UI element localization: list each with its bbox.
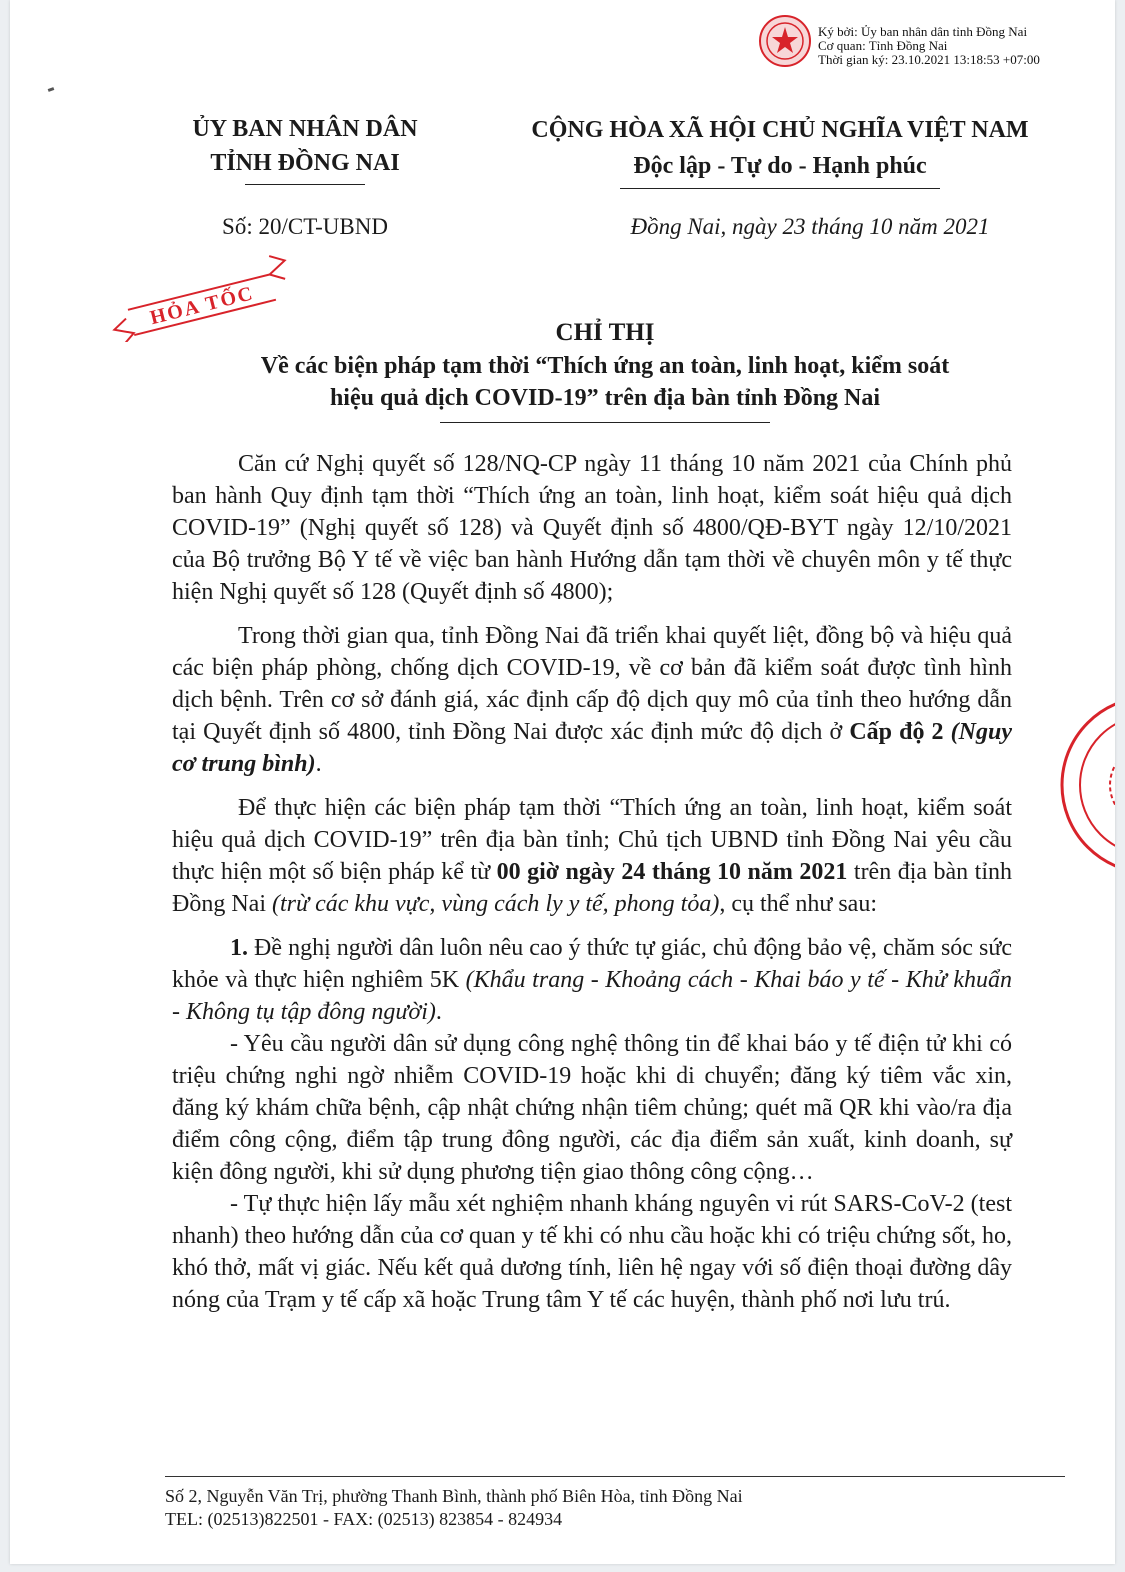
scan-speck — [48, 87, 55, 92]
directive-heading: CHỈ THỊ — [555, 319, 655, 346]
signature-time: Thời gian ký: 23.10.2021 13:18:53 +07:00 — [818, 52, 1040, 67]
issuer-line-1: ỦY BAN NHÂN DÂN — [192, 116, 418, 142]
motto-underline — [620, 188, 940, 189]
national-header — [490, 112, 1070, 189]
item-1-period: . — [435, 999, 442, 1025]
issuer-underline — [245, 184, 365, 185]
request-effective-time: 00 giờ ngày 24 tháng 10 năm 2021 — [496, 859, 848, 885]
paragraph-request — [172, 792, 1012, 920]
request-exclusion: (trừ các khu vực, vùng cách ly y tế, phong tỏa) — [271, 891, 720, 917]
directive-title — [110, 316, 1100, 423]
digital-signature-info — [818, 25, 1040, 67]
request-tail: , cụ thể như sau: — [719, 891, 877, 917]
national-title: CỘNG HÒA XÃ HỘI CHỦ NGHĨA VIỆT NAM — [531, 117, 1029, 143]
footer-address: Số 2, Nguyễn Văn Trị, phường Thanh Bình, thành phố Biên Hòa, tỉnh Đồng Nai — [165, 1486, 743, 1506]
national-emblem-icon — [758, 14, 812, 68]
national-motto: Độc lập - Tự do - Hạnh phúc — [633, 153, 927, 179]
document-page — [10, 0, 1115, 1564]
request-text: Để thực hiện các biện pháp tạm thời “Thích ứng an toàn, linh hoạt, kiểm soát hiệu quả dịch COVID-19” trên địa bàn tỉnh; Chủ tịch UBND tỉnh Đồng Nai yêu cầu thực hiện một số biện pháp kể từ — [172, 795, 1012, 885]
situation-text: Trong thời gian qua, tỉnh Đồng Nai đã triển khai quyết liệt, đồng bộ và hiệu quả các biện pháp phòng, chống dịch COVID-19, về cơ bản đã kiểm soát được tình hình dịch bệnh. Trên cơ sở đánh giá, xác định cấp độ dịch quy mô của tỉnh theo hướng dẫn tại Quyết định số 4800, tỉnh Đồng Nai được xác định mức độ dịch ở — [172, 623, 1012, 745]
urgent-stamp-text: HỎA TỐC — [147, 282, 257, 330]
paragraph-situation — [172, 620, 1012, 780]
directive-subtitle-2: hiệu quả dịch COVID-19” trên địa bàn tỉnh Đồng Nai — [329, 385, 881, 411]
footer-address-block — [165, 1476, 1065, 1531]
item-1-number: 1. — [230, 935, 248, 961]
document-number: Số: 20/CT-UBND — [222, 214, 388, 239]
list-item-1 — [172, 932, 1012, 1028]
situation-risk: (Nguy cơ trung bình) — [172, 719, 1012, 777]
situation-period: . — [315, 751, 322, 777]
issuer-line-2: TỈNH ĐỒNG NAI — [210, 150, 400, 176]
issuer-header — [160, 112, 450, 185]
list-bullet-it-declaration: - Yêu cầu người dân sử dụng công nghệ thông tin để khai báo y tế điện tử khi có triệu chứng nghi ngờ nhiễm COVID-19 hoặc khi di chuyển; đăng ký tiêm vắc xin, đăng ký khám chữa bệnh, cập nhật chứng nhận tiêm chủng; quét mã QR khi vào/ra địa điểm công cộng, điểm tập trung đông người, các địa điểm sản xuất, kinh doanh, sự kiện đông người, khi sử dụng phương tiện giao thông công cộng… — [172, 1031, 1012, 1185]
title-underline — [440, 422, 770, 423]
signature-signed-by: Ký bởi: Ủy ban nhân dân tỉnh Đồng Nai — [818, 24, 1028, 39]
situation-level: Cấp độ 2 — [849, 719, 944, 745]
signature-agency: Cơ quan: Tỉnh Đồng Nai — [818, 38, 948, 53]
document-date: Đồng Nai, ngày 23 tháng 10 năm 2021 — [630, 214, 990, 239]
request-scope: trên địa bàn tỉnh Đồng Nai — [172, 859, 1013, 917]
item-1-5k: (Khẩu trang - Khoảng cách - Khai báo y tế - Khử khuẩn - Không tụ tập đông người) — [172, 967, 1012, 1025]
directive-subtitle-1: Về các biện pháp tạm thời “Thích ứng an toàn, linh hoạt, kiểm soát — [260, 353, 950, 379]
official-seal-edge — [1055, 690, 1115, 880]
directive-body — [172, 448, 1012, 1316]
list-bullet-rapid-test: - Tự thực hiện lấy mẫu xét nghiệm nhanh kháng nguyên vi rút SARS-CoV-2 (test nhanh) theo hướng dẫn của cơ quan y tế khi có nhu cầu hoặc khi có triệu chứng sốt, ho, khó thở, mất vị giác. Nếu kết quả dương tính, liên hệ ngay với số điện thoại đường dây nóng của Trạm y tế cấp xã hoặc Trung tâm Y tế các huyện, thành phố nơi lưu trú. — [172, 1191, 1012, 1313]
footer-contact: TEL: (02513)822501 - FAX: (02513) 823854 - 824934 — [165, 1509, 563, 1529]
item-1-text: Đề nghị người dân luôn nêu cao ý thức tự giác, chủ động bảo vệ, chăm sóc sức khỏe và thực hiện nghiêm 5K — [172, 935, 1012, 993]
paragraph-legal-basis: Căn cứ Nghị quyết số 128/NQ-CP ngày 11 tháng 10 năm 2021 của Chính phủ ban hành Quy định tạm thời “Thích ứng an toàn, linh hoạt, kiểm soát hiệu quả dịch COVID-19” (Nghị quyết số 128) và Quyết định số 4800/QĐ-BYT ngày 12/10/2021 của Bộ trưởng Bộ Y tế về việc ban hành Hướng dẫn tạm thời về chuyên môn y tế thực hiện Nghị quyết số 128 (Quyết định số 4800); — [172, 451, 1012, 605]
